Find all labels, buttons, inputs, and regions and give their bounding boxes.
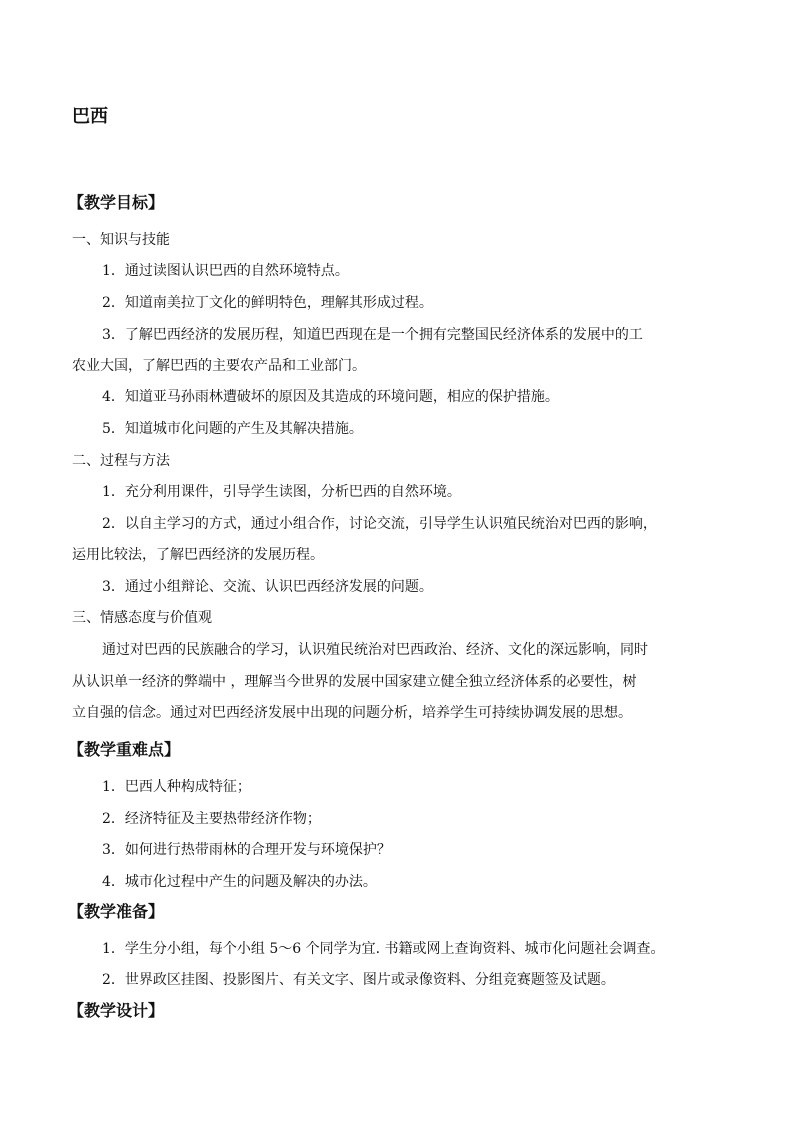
list-item: 2．以自主学习的方式，通过小组合作，讨论交流，引导学生认识殖民统治对巴西的影响， <box>102 516 657 532</box>
list-item: 4．城市化过程中产生的问题及解决的办法。 <box>102 874 377 890</box>
list-item: 3．了解巴西经济的发展历程，知道巴西现在是一个拥有完整国民经济体系的发展中的工 <box>102 327 643 343</box>
subheading-knowledge-skills: 一、知识与技能 <box>72 232 170 248</box>
paragraph-line: 通过对巴西的民族融合的学习，认识殖民统治对巴西政治、经济、文化的深远影响，同时 <box>102 642 648 658</box>
list-item-continuation: 农业大国，了解巴西的主要农产品和工业部门。 <box>72 358 366 374</box>
list-item: 3．通过小组辩论、交流、认识巴西经济发展的问题。 <box>102 579 433 595</box>
list-item: 1．充分利用课件，引导学生读图，分析巴西的自然环境。 <box>102 484 461 500</box>
section-heading-keypoints: 【教学重难点】 <box>68 740 181 759</box>
list-item: 1．学生分小组，每个小组 5～6 个同学为宜. 书籍或网上查询资料、城市化问题社会调查。 <box>102 941 665 957</box>
list-item: 1．巴西人种构成特征； <box>102 779 251 795</box>
subheading-attitudes-values: 三、情感态度与价值观 <box>72 610 212 626</box>
paragraph-line: 立自强的信念。通过对巴西经济发展中出现的问题分析，培养学生可持续协调发展的思想。 <box>72 705 632 721</box>
list-item: 2．知道南美拉丁文化的鲜明特色，理解其形成过程。 <box>102 295 433 311</box>
section-heading-objectives: 【教学目标】 <box>68 193 165 212</box>
list-item: 2．世界政区挂图、投影图片、有关文字、图片或录像资料、分组竞赛题签及试题。 <box>102 972 615 988</box>
subheading-process-methods: 二、过程与方法 <box>72 453 170 469</box>
section-heading-design: 【教学设计】 <box>68 1001 165 1020</box>
paragraph-line: 从认识单一经济的弊端中 ，理解当今世界的发展中国家建立健全独立经济体系的必要性，树 <box>72 674 637 690</box>
list-item: 4．知道亚马孙雨林遭破坏的原因及其造成的环境问题，相应的保护措施。 <box>102 389 559 405</box>
list-item-continuation: 运用比较法，了解巴西经济的发展历程。 <box>72 547 324 563</box>
list-item: 2．经济特征及主要热带经济作物； <box>102 811 321 827</box>
list-item: 5．知道城市化问题的产生及其解决措施。 <box>102 421 363 437</box>
document-title: 巴西 <box>72 106 108 127</box>
list-item: 1．通过读图认识巴西的自然环境特点。 <box>102 263 349 279</box>
list-item: 3．如何进行热带雨林的合理开发与环境保护？ <box>102 842 391 858</box>
section-heading-preparation: 【教学准备】 <box>68 902 165 921</box>
